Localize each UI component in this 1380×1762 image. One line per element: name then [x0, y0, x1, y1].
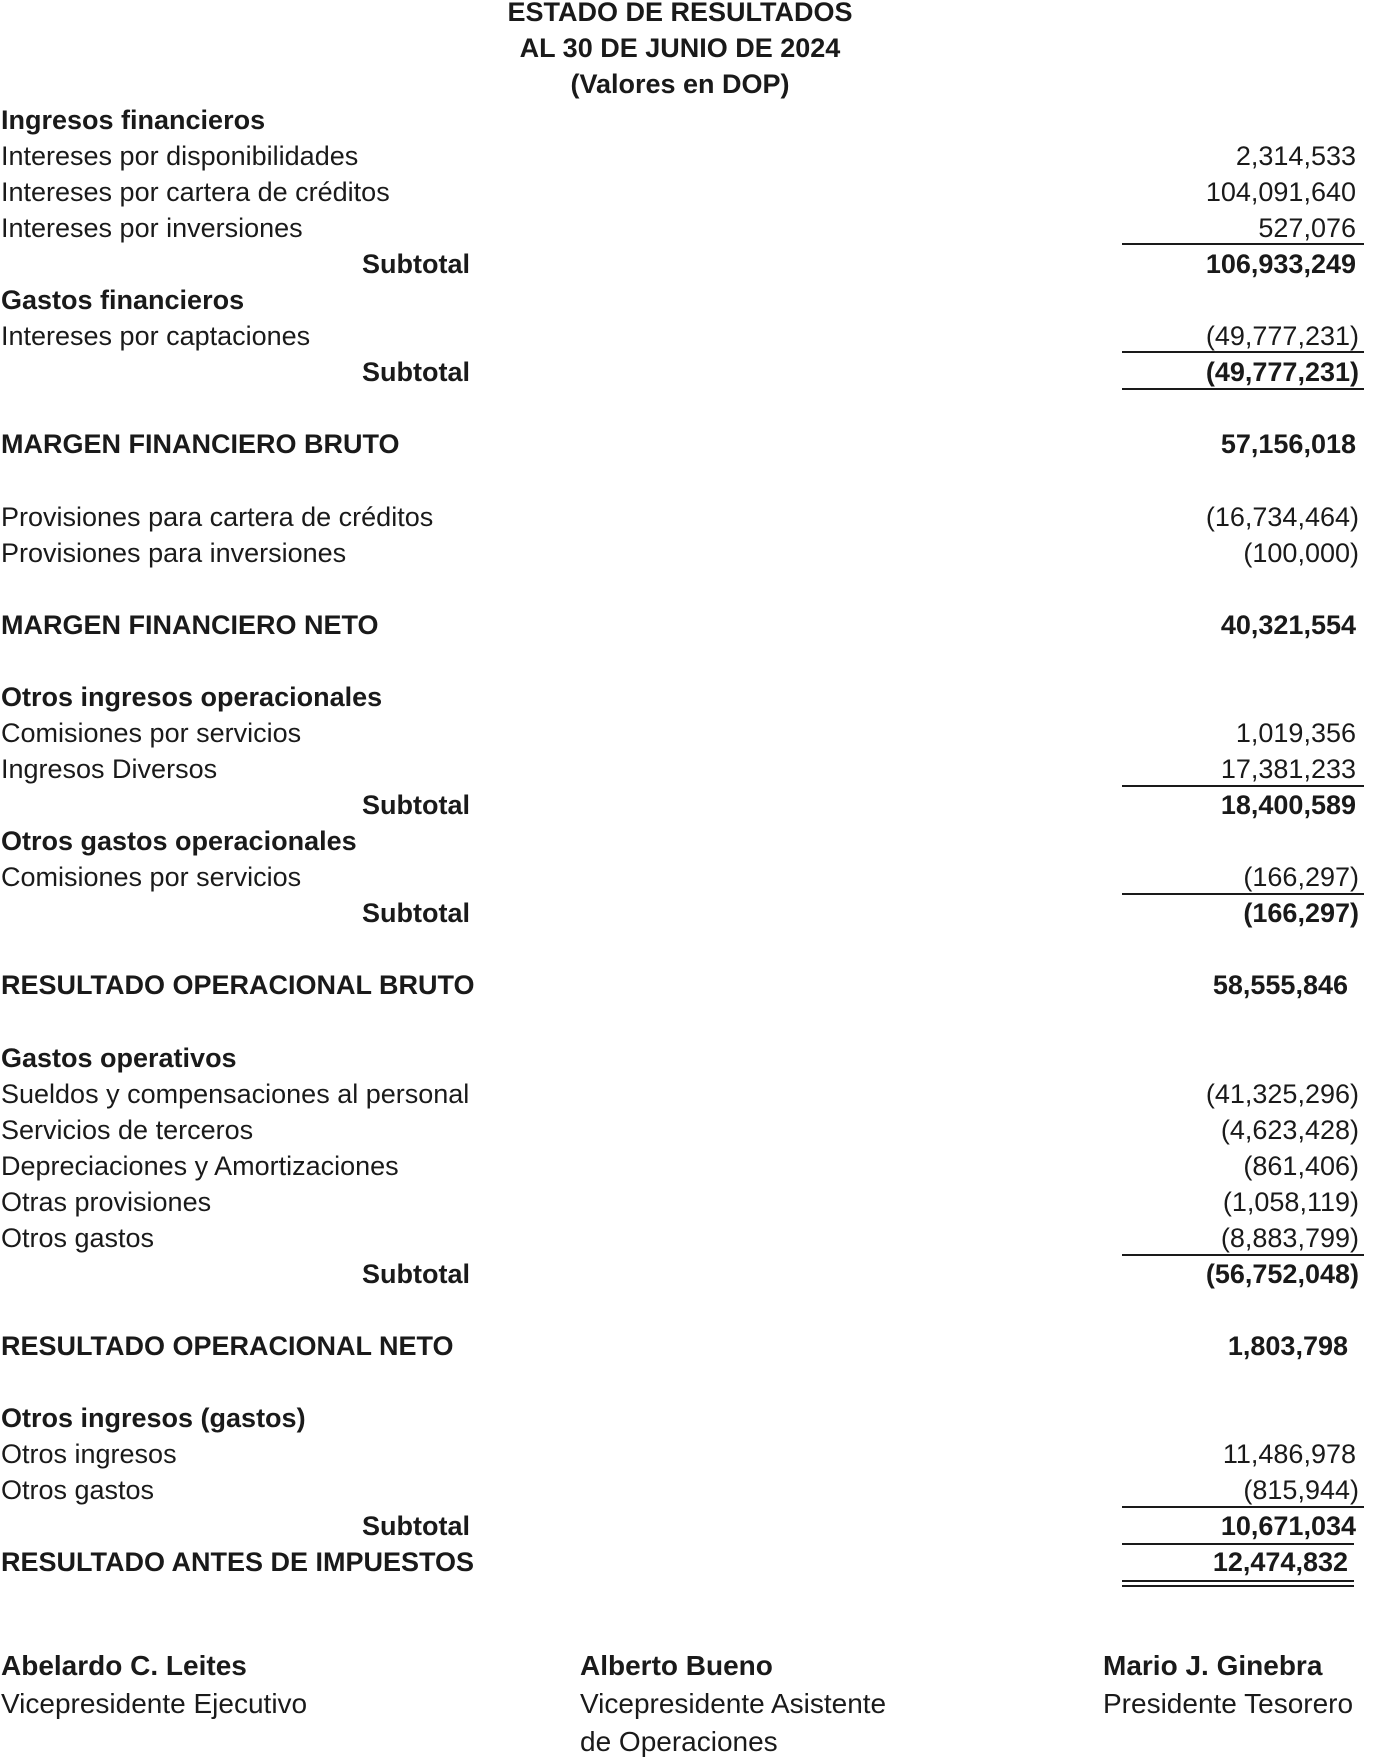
signature-block: [1, 1647, 307, 1723]
subtotal-label: Subtotal: [362, 898, 470, 928]
line-item: [0, 1436, 1380, 1472]
subtotal-rule: [1122, 243, 1364, 245]
statement-currency: (Valores en DOP): [570, 69, 790, 99]
section-heading-label: Ingresos financieros: [1, 105, 266, 135]
subtotal-row: [0, 1508, 1380, 1544]
subtotal-row: [0, 787, 1380, 823]
line-item-value: 2,314,533: [1235, 141, 1356, 171]
total-value: 58,555,846: [1212, 970, 1348, 1000]
line-item-label: Provisiones para inversiones: [1, 538, 347, 568]
total-row: [0, 967, 1380, 1003]
line-item-label: Comisiones por servicios: [1, 718, 302, 748]
total-value: 1,803,798: [1227, 1331, 1348, 1361]
line-item-label: Intereses por disponibilidades: [1, 141, 359, 171]
line-item: [0, 499, 1380, 535]
total-row: [0, 607, 1380, 643]
total-row: [0, 1328, 1380, 1364]
line-item: [0, 138, 1380, 174]
line-item-value: (166,297): [1243, 862, 1359, 892]
line-item-value: (41,325,296): [1205, 1079, 1359, 1109]
subtotal-value: (49,777,231): [1205, 357, 1359, 387]
signatory-name: Mario J. Ginebra: [1103, 1650, 1323, 1681]
section-heading: [0, 823, 1380, 859]
total-value: 57,156,018: [1220, 429, 1356, 459]
line-item-label: Otros ingresos: [1, 1439, 177, 1469]
line-item-value: (100,000): [1243, 538, 1359, 568]
signature-block: [1103, 1647, 1353, 1723]
line-item-value: (861,406): [1243, 1151, 1359, 1181]
section-heading: [0, 1040, 1380, 1076]
signatory-name: Alberto Bueno: [580, 1650, 773, 1681]
signatory-role-line2: de Operaciones: [580, 1726, 778, 1757]
total-row: [0, 426, 1380, 462]
line-item-value: (1,058,119): [1222, 1187, 1359, 1217]
subtotal-label: Subtotal: [362, 1259, 470, 1289]
section-heading-label: Gastos operativos: [1, 1043, 237, 1073]
section-heading-label: Otros ingresos operacionales: [1, 682, 383, 712]
section-heading-label: Otros gastos operacionales: [1, 826, 357, 856]
subtotal-row: [0, 246, 1380, 282]
subtotal-value: (56,752,048): [1205, 1259, 1359, 1289]
line-item-label: Intereses por cartera de créditos: [1, 177, 390, 207]
line-item: [0, 174, 1380, 210]
line-item: [0, 1076, 1380, 1112]
section-heading: [0, 282, 1380, 318]
line-item: [0, 751, 1380, 787]
subtotal-row: [0, 1256, 1380, 1292]
subtotal-value: 18,400,589: [1220, 790, 1356, 820]
signatory-role: Presidente Tesorero: [1103, 1688, 1354, 1719]
subtotal-label: Subtotal: [362, 249, 470, 279]
line-item-label: Depreciaciones y Amortizaciones: [1, 1151, 399, 1181]
line-item: [0, 1112, 1380, 1148]
line-item: [0, 1184, 1380, 1220]
line-item-label: Intereses por captaciones: [1, 321, 311, 351]
section-heading: [0, 1400, 1380, 1436]
line-item-value: 11,486,978: [1222, 1439, 1356, 1469]
line-item: [0, 859, 1380, 895]
section-heading-label: Gastos financieros: [1, 285, 245, 315]
line-item: [0, 1148, 1380, 1184]
subtotal-label: Subtotal: [362, 790, 470, 820]
line-item: [0, 318, 1380, 354]
statement-date: AL 30 DE JUNIO DE 2024: [519, 33, 841, 63]
line-item-label: Intereses por inversiones: [1, 213, 303, 243]
subtotal-label: Subtotal: [362, 357, 470, 387]
total-label: MARGEN FINANCIERO BRUTO: [1, 429, 400, 459]
double-underline: [1122, 1580, 1354, 1587]
signatory-role: Vicepresidente Ejecutivo: [1, 1688, 308, 1719]
total-label: RESULTADO ANTES DE IMPUESTOS: [1, 1547, 475, 1577]
line-item: [0, 1220, 1380, 1256]
line-item-value: (49,777,231): [1205, 321, 1359, 351]
subtotal-rule: [1122, 351, 1364, 353]
line-item-value: (815,944): [1243, 1475, 1359, 1505]
line-item-label: Sueldos y compensaciones al personal: [1, 1079, 470, 1109]
subtotal-row: [0, 895, 1380, 931]
subtotal-value: 10,671,034: [1220, 1511, 1356, 1541]
section-heading: [0, 102, 1380, 138]
total-label: RESULTADO OPERACIONAL BRUTO: [1, 970, 475, 1000]
section-heading: [0, 679, 1380, 715]
signatory-role: Vicepresidente Asistente: [580, 1688, 887, 1719]
subtotal-row: [0, 354, 1380, 390]
total-label: MARGEN FINANCIERO NETO: [1, 610, 379, 640]
section-heading-label: Otros ingresos (gastos): [1, 1403, 306, 1433]
line-item-value: (8,883,799): [1220, 1223, 1359, 1253]
signature-block: [580, 1647, 886, 1761]
line-item-value: 17,381,233: [1220, 754, 1356, 784]
line-item-label: Otras provisiones: [1, 1187, 212, 1217]
line-item-label: Ingresos Diversos: [1, 754, 218, 784]
line-item-label: Otros gastos: [1, 1475, 155, 1505]
line-item-label: Comisiones por servicios: [1, 862, 302, 892]
statement-title: ESTADO DE RESULTADOS: [507, 0, 853, 27]
subtotal-value: (166,297): [1243, 898, 1359, 928]
signatory-name: Abelardo C. Leites: [1, 1650, 247, 1681]
line-item: [0, 715, 1380, 751]
subtotal-label: Subtotal: [362, 1511, 470, 1541]
total-value: 40,321,554: [1220, 610, 1356, 640]
line-item-value: (16,734,464): [1205, 502, 1359, 532]
line-item: [0, 210, 1380, 246]
line-item-value: (4,623,428): [1220, 1115, 1359, 1145]
total-value: 12,474,832: [1212, 1547, 1348, 1577]
line-item-label: Servicios de terceros: [1, 1115, 254, 1145]
line-item: [0, 535, 1380, 571]
subtotal-value: 106,933,249: [1205, 249, 1356, 279]
subtotal-rule: [1122, 388, 1364, 390]
total-row: [0, 1544, 1380, 1580]
line-item: [0, 1472, 1380, 1508]
line-item-value: 104,091,640: [1205, 177, 1356, 207]
total-label: RESULTADO OPERACIONAL NETO: [1, 1331, 454, 1361]
line-item-value: 1,019,356: [1235, 718, 1356, 748]
line-item-label: Provisiones para cartera de créditos: [1, 502, 434, 532]
line-item-value: 527,076: [1258, 213, 1356, 243]
line-item-label: Otros gastos: [1, 1223, 155, 1253]
